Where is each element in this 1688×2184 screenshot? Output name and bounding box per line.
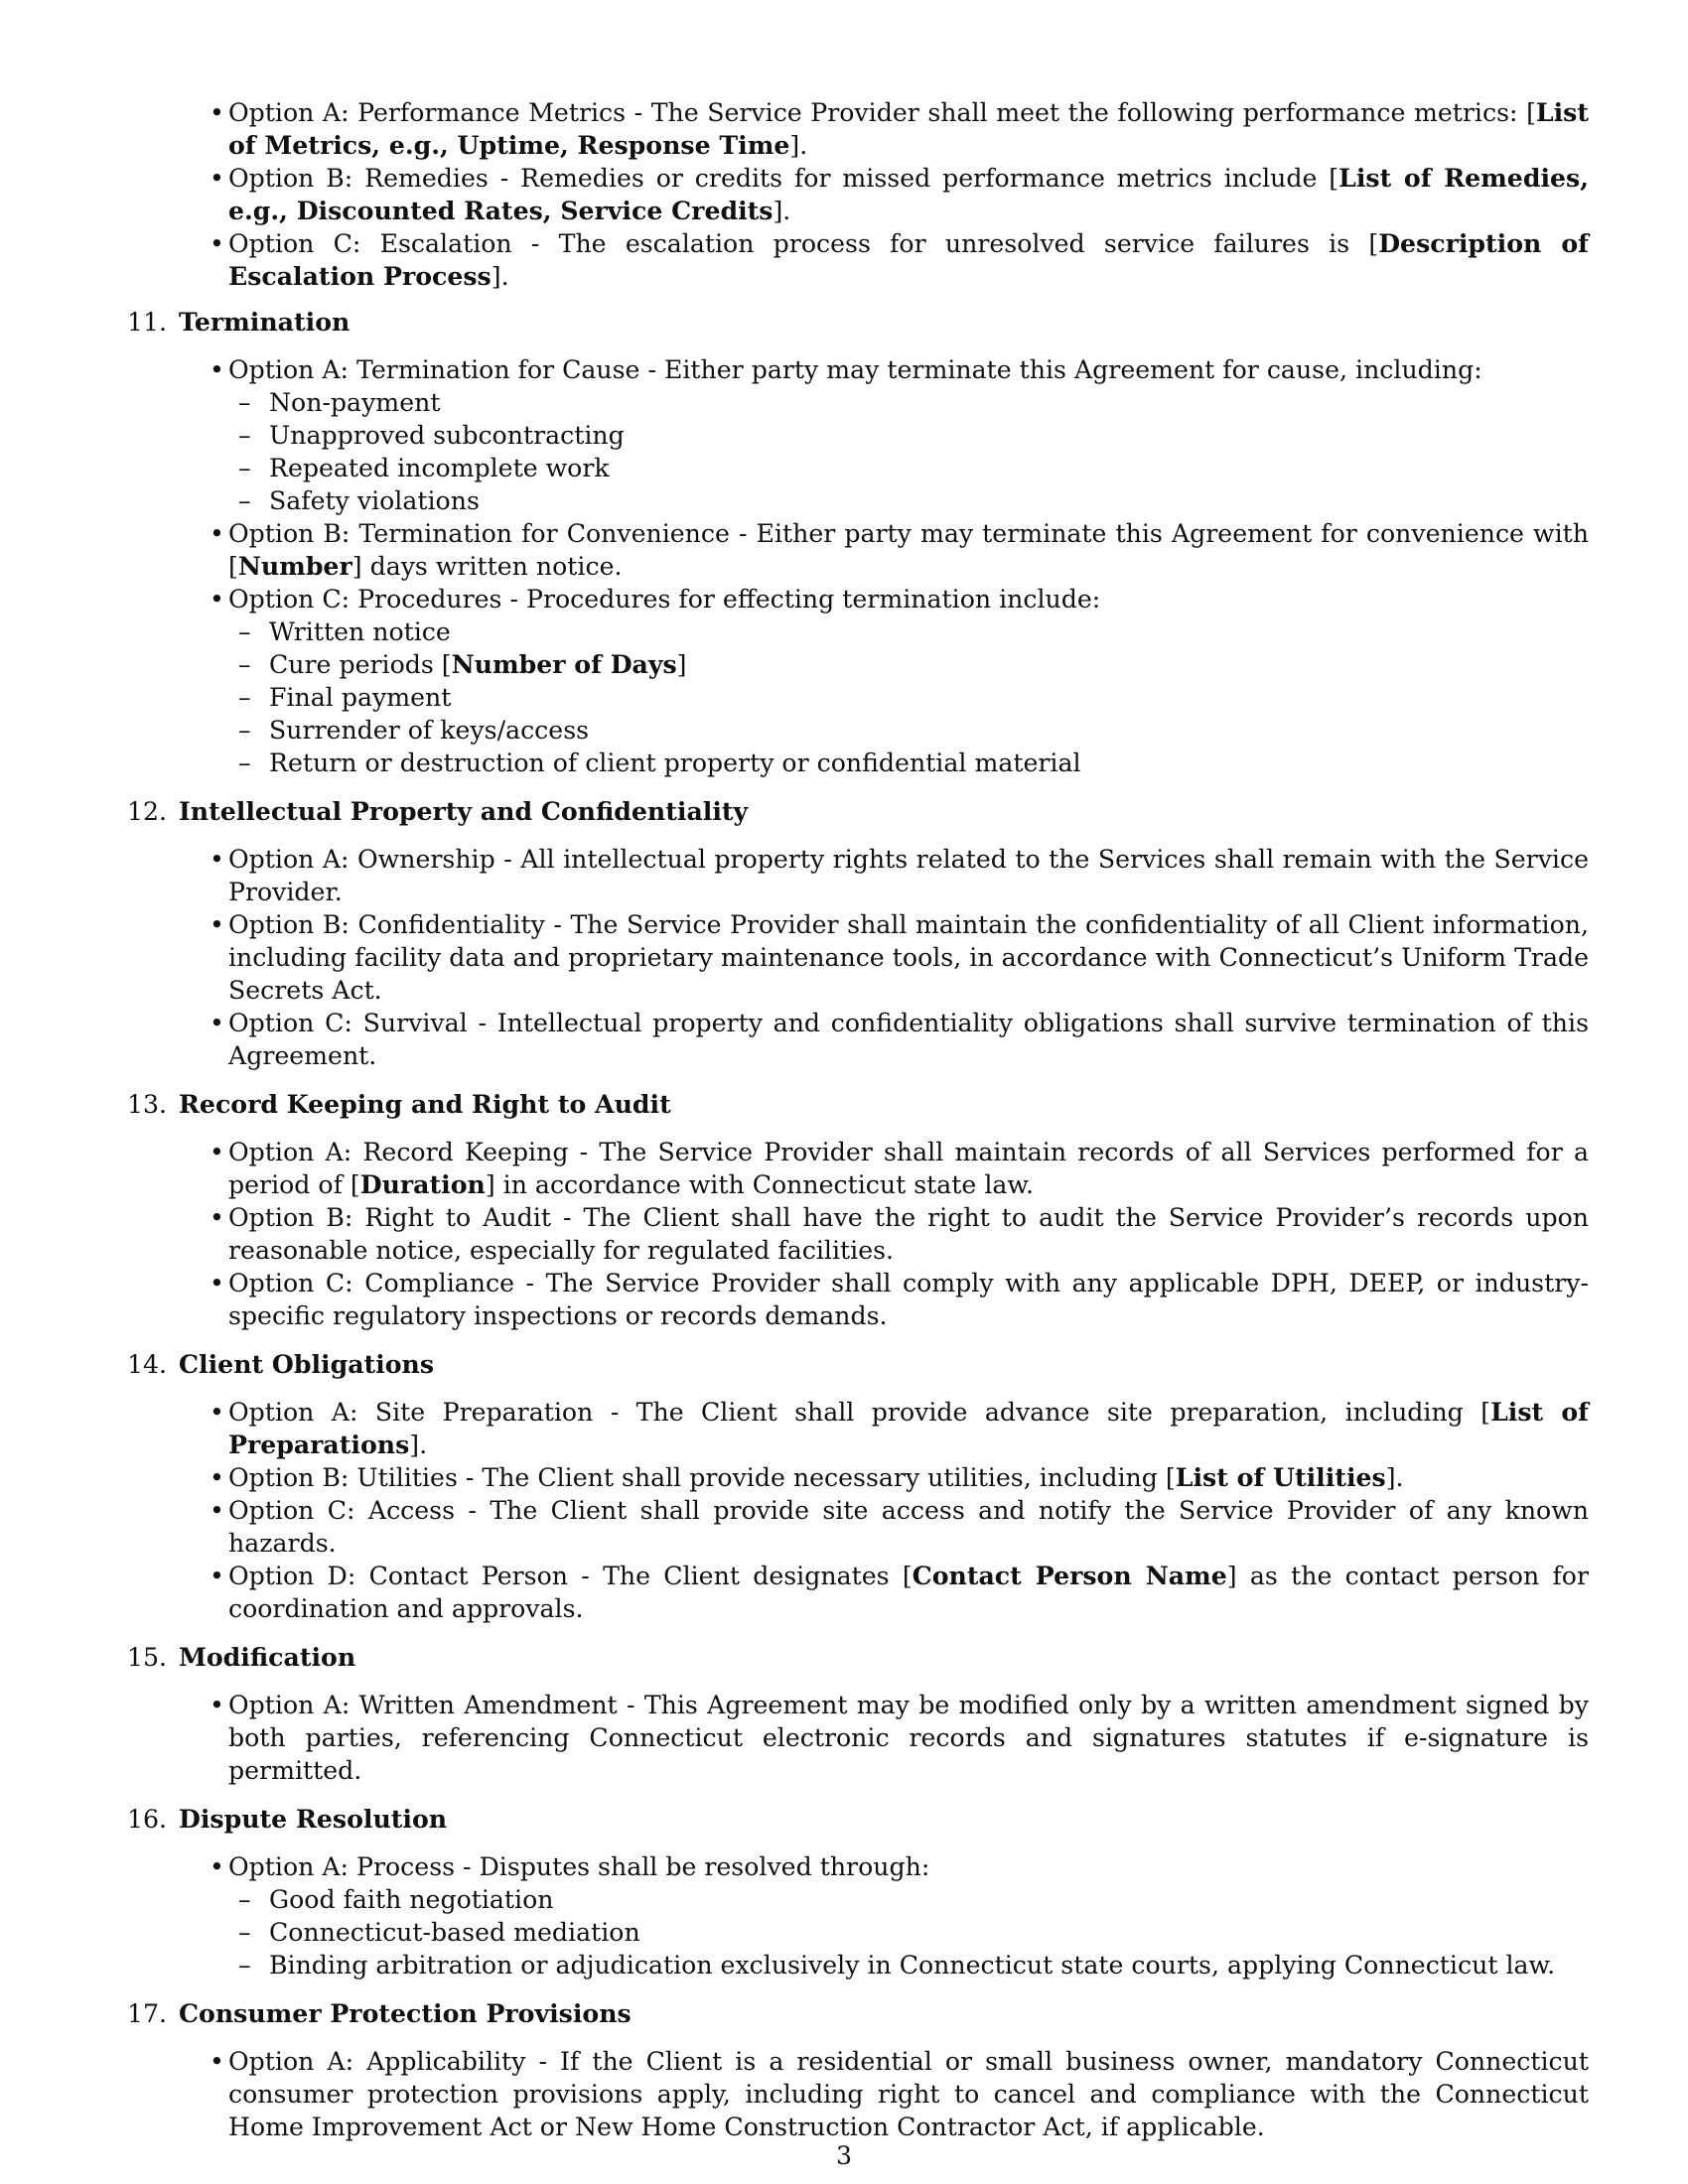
- placeholder-field: Contact Person Name: [912, 1561, 1227, 1590]
- bullet-icon: [189, 1007, 228, 1072]
- sub-item: [111, 452, 1589, 484]
- option-item: [111, 162, 1589, 227]
- clause-text-tail: ]: [676, 650, 687, 679]
- clause-text: Option D: Contact Person - The Client designates [: [228, 1562, 913, 1590]
- page-number: 3: [835, 2141, 853, 2170]
- sub-item-text: [269, 1949, 1555, 1981]
- clause-text: Option C: Survival - Intellectual property and confidentiality obligations shall survive termination of this Agreement.: [228, 1009, 1589, 1070]
- clause-text: Written notice: [269, 617, 451, 646]
- section-number: 17.: [126, 1999, 167, 2028]
- section-title: Consumer Protection Provisions: [179, 1998, 632, 2028]
- clause-text-tail: ].: [491, 262, 509, 291]
- dash-icon: –: [238, 716, 251, 745]
- sub-item-text: [269, 714, 589, 747]
- clause-text-tail: ] as the contact person for coordination and approvals.: [228, 1562, 1589, 1623]
- placeholder-field: List of Preparations: [228, 1397, 1589, 1459]
- sub-item: [111, 419, 1589, 452]
- option-text: [228, 1201, 1589, 1267]
- section-number: 13.: [126, 1090, 167, 1119]
- option-text: [228, 1689, 1589, 1787]
- sub-item-text: [269, 452, 610, 484]
- option-item: [111, 1494, 1589, 1560]
- bullet-icon: [189, 1136, 228, 1201]
- sub-item: [111, 714, 1589, 747]
- option-text: [228, 517, 1589, 583]
- section: [111, 306, 1589, 779]
- bullet-icon: [189, 908, 228, 1007]
- sub-item-text: [269, 386, 440, 419]
- dash-icon: –: [238, 1951, 251, 1979]
- section-heading: [111, 1088, 1589, 1121]
- clause-text: Option C: Procedures - Procedures for effecting termination include:: [228, 585, 1101, 614]
- clause-text: Option A: Site Preparation - The Client shall provide advance site preparation, including [: [228, 1398, 1491, 1427]
- option-item: [111, 2045, 1589, 2143]
- option-item: [111, 1461, 1589, 1494]
- clause-text: Option A: Process - Disputes shall be resolved through:: [228, 1852, 930, 1881]
- bullet-icon: [189, 353, 228, 386]
- placeholder-field: List of Utilities: [1175, 1462, 1386, 1492]
- option-item: [111, 1850, 1589, 1883]
- sub-item-text: [269, 648, 687, 681]
- section-title: Termination: [179, 307, 351, 337]
- clause-text: Option A: Termination for Cause - Either party may terminate this Agreement for cause, including:: [228, 355, 1482, 384]
- placeholder-field: Number of Days: [451, 649, 677, 679]
- option-text: [228, 2045, 1589, 2143]
- clause-text: Option A: Applicability - If the Client is a residential or small business owner, mandatory Connecticut consumer protection provisions apply, including right to cancel and compliance with the Connecticut Home Improvement Act or New Home Construction Contractor Act, if applicable.: [228, 2047, 1589, 2141]
- bullet-icon: [189, 1689, 228, 1787]
- section-heading: [111, 1803, 1589, 1836]
- clause-text-tail: ] in accordance with Connecticut state law.: [485, 1170, 1034, 1199]
- option-text: [228, 1850, 1589, 1883]
- option-text: [228, 1396, 1589, 1461]
- section-options: [111, 1136, 1589, 1332]
- option-text: [228, 353, 1589, 386]
- clause-text: Repeated incomplete work: [269, 454, 610, 482]
- option-item: [111, 1136, 1589, 1201]
- section-options: [111, 843, 1589, 1072]
- document-body: [111, 96, 1589, 2159]
- option-item: [111, 843, 1589, 908]
- clause-text-tail: ].: [1385, 1463, 1404, 1492]
- bullet-icon: [189, 227, 228, 293]
- section-title: Modification: [179, 1642, 356, 1672]
- section: [111, 1803, 1589, 1981]
- sub-item-text: [269, 484, 480, 517]
- option-text: [228, 227, 1589, 293]
- option-text: [228, 1461, 1589, 1494]
- sub-item: [111, 681, 1589, 714]
- bullet-icon: [189, 1494, 228, 1560]
- section-number: 15.: [126, 1643, 167, 1672]
- clause-text: Non-payment: [269, 388, 441, 417]
- clause-text-tail: ] days written notice.: [352, 552, 623, 581]
- dash-icon: –: [238, 388, 251, 417]
- section-options: [111, 2045, 1589, 2143]
- sub-item: [111, 1883, 1589, 1916]
- clause-text: Option B: Utilities - The Client shall provide necessary utilities, including [: [228, 1463, 1176, 1492]
- bullet-icon: [189, 583, 228, 615]
- clause-text: Option A: Performance Metrics - The Service Provider shall meet the following performance metrics: [: [228, 98, 1536, 127]
- clause-text: Cure periods [: [269, 650, 452, 679]
- clause-text-tail: ].: [773, 197, 791, 225]
- option-text: [228, 162, 1589, 227]
- placeholder-field: Description of Escalation Process: [228, 228, 1589, 291]
- section-options: [111, 1396, 1589, 1625]
- bullet-icon: [189, 1850, 228, 1883]
- option-text: [228, 1007, 1589, 1072]
- sub-item-text: [269, 615, 451, 648]
- dash-icon: –: [238, 650, 251, 679]
- clause-text-tail: ].: [409, 1431, 428, 1459]
- intro-options: [111, 96, 1589, 293]
- option-text: [228, 1494, 1589, 1560]
- option-text: [228, 908, 1589, 1007]
- sub-item: [111, 615, 1589, 648]
- section-number: 12.: [126, 797, 167, 826]
- placeholder-field: List of Metrics, e.g., Uptime, Response Time: [228, 97, 1589, 160]
- clause-text: Final payment: [269, 683, 452, 712]
- dash-icon: –: [238, 617, 251, 646]
- sub-item: [111, 747, 1589, 779]
- section-title: Intellectual Property and Confidentiality: [179, 796, 749, 826]
- option-text: [228, 843, 1589, 908]
- clause-text: Safety violations: [269, 486, 480, 515]
- sub-item-text: [269, 681, 451, 714]
- option-item: [111, 1267, 1589, 1332]
- section-number: 11.: [126, 308, 167, 337]
- section-heading: [111, 1641, 1589, 1674]
- clause-text: Option C: Compliance - The Service Provider shall comply with any applicable DPH, DEEP, or industry-specific regulatory inspections or records demands.: [228, 1269, 1589, 1330]
- clause-text: Option C: Escalation - The escalation process for unresolved service failures is [: [228, 229, 1379, 258]
- section-title: Dispute Resolution: [179, 1804, 448, 1834]
- section: [111, 1088, 1589, 1332]
- option-item: [111, 1201, 1589, 1267]
- option-item: [111, 1007, 1589, 1072]
- option-text: [228, 1136, 1589, 1201]
- section-heading: [111, 795, 1589, 828]
- dash-icon: –: [238, 421, 251, 450]
- dash-icon: –: [238, 1918, 251, 1947]
- bullet-icon: [189, 1201, 228, 1267]
- clause-text: Option B: Termination for Convenience - Either party may terminate this Agreement for convenience with [: [228, 519, 1589, 581]
- clause-text: Option A: Record Keeping - The Service Provider shall maintain records of all Services performed for a period of [: [228, 1138, 1589, 1199]
- sub-item: [111, 484, 1589, 517]
- clause-text: Good faith negotiation: [269, 1885, 554, 1914]
- section-heading: [111, 1997, 1589, 2030]
- clause-text: Option B: Remedies - Remedies or credits for missed performance metrics include [: [228, 164, 1339, 193]
- section-number: 16.: [126, 1805, 167, 1834]
- section: [111, 1997, 1589, 2143]
- clause-text: Option B: Right to Audit - The Client shall have the right to audit the Service Provider’s records upon reasonable notice, especially for regulated facilities.: [228, 1203, 1589, 1265]
- clause-text: Option B: Confidentiality - The Service Provider shall maintain the confidentiality of all Client information, including facility data and proprietary maintenance tools, in accordance with Connecticut’s Uniform Trade Secrets Act.: [228, 910, 1589, 1005]
- option-item: [111, 227, 1589, 293]
- dash-icon: –: [238, 683, 251, 712]
- option-item: [111, 908, 1589, 1007]
- section-options: [111, 1689, 1589, 1787]
- option-item: [111, 96, 1589, 162]
- option-item: [111, 353, 1589, 386]
- clause-text: Return or destruction of client property or confidential material: [269, 749, 1081, 777]
- bullet-icon: [189, 517, 228, 583]
- section-heading: [111, 1348, 1589, 1381]
- placeholder-field: Number: [237, 551, 352, 581]
- section: [111, 795, 1589, 1072]
- sub-item-text: [269, 1883, 554, 1916]
- bullet-icon: [189, 1461, 228, 1494]
- sub-item: [111, 1949, 1589, 1981]
- bullet-icon: [189, 1560, 228, 1625]
- section-heading: [111, 306, 1589, 339]
- section-options: [111, 1850, 1589, 1981]
- dash-icon: –: [238, 1885, 251, 1914]
- dash-icon: –: [238, 454, 251, 482]
- option-text: [228, 1267, 1589, 1332]
- sub-item: [111, 648, 1589, 681]
- clause-text: Option A: Written Amendment - This Agreement may be modified only by a written amendment signed by both parties, referencing Connecticut electronic records and signatures statutes if e-signature is permitted.: [228, 1691, 1589, 1785]
- section-number: 14.: [126, 1350, 167, 1379]
- bullet-icon: [189, 1267, 228, 1332]
- bullet-icon: [189, 162, 228, 227]
- dash-icon: –: [238, 486, 251, 515]
- clause-text: Option A: Ownership - All intellectual property rights related to the Services shall remain with the Service Provider.: [228, 845, 1589, 906]
- placeholder-field: Duration: [359, 1169, 486, 1199]
- section: [111, 1641, 1589, 1787]
- option-item: [111, 1689, 1589, 1787]
- option-item: [111, 583, 1589, 615]
- sub-item-text: [269, 747, 1081, 779]
- option-item: [111, 1560, 1589, 1625]
- sub-item-text: [269, 419, 625, 452]
- clause-text: Binding arbitration or adjudication exclusively in Connecticut state courts, applying Connecticut law.: [269, 1951, 1556, 1979]
- sub-item: [111, 386, 1589, 419]
- clause-text: Surrender of keys/access: [269, 716, 590, 745]
- section: [111, 1348, 1589, 1625]
- bullet-icon: [189, 843, 228, 908]
- bullet-icon: [189, 96, 228, 162]
- clause-text: Option C: Access - The Client shall provide site access and notify the Service Provider of any known hazards.: [228, 1496, 1589, 1558]
- sections-list: [111, 306, 1589, 2143]
- option-item: [111, 517, 1589, 583]
- section-options: [111, 353, 1589, 779]
- clause-text: Connecticut-based mediation: [269, 1918, 640, 1947]
- option-text: [228, 1560, 1589, 1625]
- sub-item-text: [269, 1916, 640, 1949]
- option-text: [228, 96, 1589, 162]
- section-title: Record Keeping and Right to Audit: [179, 1089, 671, 1119]
- section-title: Client Obligations: [179, 1349, 435, 1379]
- option-item: [111, 1396, 1589, 1461]
- clause-text: Unapproved subcontracting: [269, 421, 625, 450]
- clause-text-tail: ].: [789, 131, 808, 160]
- option-text: [228, 583, 1589, 615]
- sub-item: [111, 1916, 1589, 1949]
- placeholder-field: List of Remedies, e.g., Discounted Rates, Service Credits: [228, 163, 1589, 225]
- bullet-icon: [189, 2045, 228, 2143]
- dash-icon: –: [238, 749, 251, 777]
- bullet-icon: [189, 1396, 228, 1461]
